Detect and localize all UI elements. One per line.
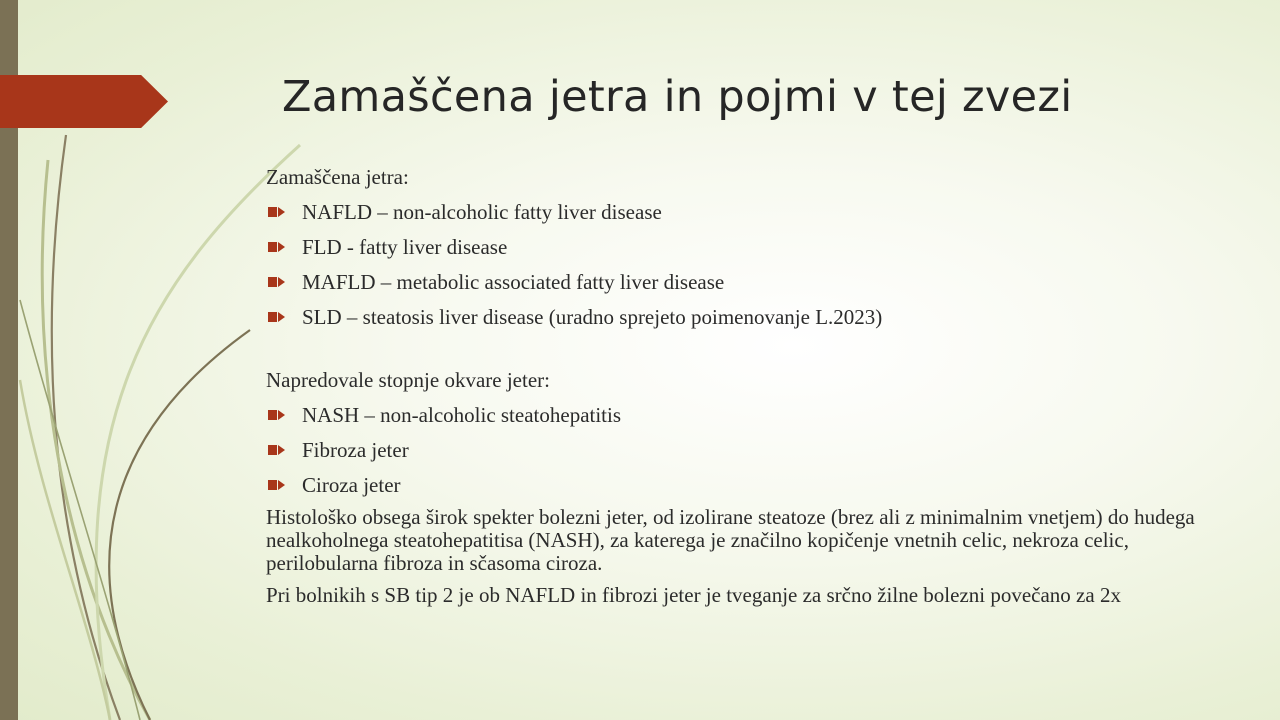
arrow-bullet-icon <box>268 276 286 288</box>
histology-paragraph: Histološko obsega širok spekter bolezni jeter, od izolirane steatoze (brez ali z minimalnim vnetjem) do hudega nealkoholnega steatohepatitisa (NASH), za katerega je značilno kopičenje vnetnih celic, nekroza celic, perilobularna fibroza in sčasoma ciroza. <box>266 505 1195 575</box>
list-item <box>266 436 1226 464</box>
slide-content <box>266 163 1226 616</box>
list-item-text: NASH – non-alcoholic steatohepatitis <box>302 403 622 427</box>
list-item <box>266 268 1226 296</box>
list-item-text: Ciroza jeter <box>302 473 401 497</box>
list-item <box>266 233 1226 261</box>
list-item-text: MAFLD – metabolic associated fatty liver disease <box>302 270 725 294</box>
arrow-bullet-icon <box>268 241 286 253</box>
list-item-text: Fibroza jeter <box>302 438 409 462</box>
list-item-text: NAFLD – non-alcoholic fatty liver disease <box>302 200 662 224</box>
title-accent-flag <box>0 75 168 128</box>
fatty-liver-terms-list <box>266 198 1226 331</box>
list-item-text: FLD - fatty liver disease <box>302 235 508 259</box>
arrow-bullet-icon <box>268 409 286 421</box>
arrow-bullet-icon <box>268 206 286 218</box>
arrow-bullet-icon <box>268 444 286 456</box>
list-item-text: SLD – steatosis liver disease (uradno sprejeto poimenovanje L.2023) <box>302 305 883 329</box>
section-label-advanced-stages: Napredovale stopnje okvare jeter: <box>266 368 550 392</box>
arrow-bullet-icon <box>268 479 286 491</box>
list-item <box>266 471 1226 499</box>
list-item <box>266 198 1226 226</box>
arrow-bullet-icon <box>268 311 286 323</box>
section-label-fatty-liver: Zamaščena jetra: <box>266 165 409 189</box>
slide-title: Zamaščena jetra in pojmi v tej zvezi <box>282 72 1073 122</box>
section-spacer <box>266 338 1226 366</box>
list-item <box>266 303 1226 331</box>
advanced-stages-list <box>266 401 1226 499</box>
cardiovascular-risk-paragraph: Pri bolnikih s SB tip 2 je ob NAFLD in fibrozi jeter je tveganje za srčno žilne bolezni povečano za 2x <box>266 583 1121 607</box>
list-item <box>266 401 1226 429</box>
